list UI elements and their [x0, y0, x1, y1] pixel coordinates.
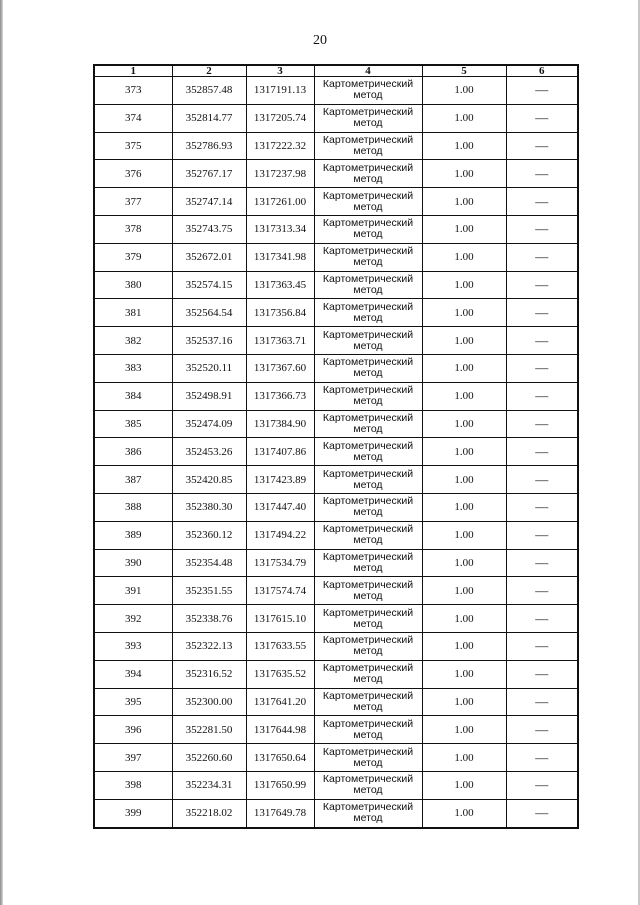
method-line-1: Картометрический — [322, 773, 414, 786]
method-line-1: Картометрический — [322, 133, 414, 146]
table-row — [94, 466, 578, 494]
method-line-2: метод — [353, 617, 383, 630]
table-row — [94, 716, 578, 744]
method-cell — [314, 77, 422, 105]
scan-edge-left — [0, 0, 3, 905]
method-line-2: метод — [353, 172, 383, 185]
x-coordinate-cell: 352857.48 — [172, 77, 246, 105]
accuracy-cell: 1.00 — [422, 466, 506, 494]
method-cell — [314, 438, 422, 466]
method-line-1: Картометрический — [322, 634, 414, 647]
method-line-1: Картометрический — [322, 356, 414, 369]
x-coordinate-cell: 352564.54 — [172, 299, 246, 327]
point-number-cell: 374 — [94, 104, 172, 132]
table-row — [94, 771, 578, 799]
table-row — [94, 104, 578, 132]
method-line-1: Картометрический — [322, 689, 414, 702]
method-line-2: метод — [353, 228, 383, 241]
note-cell: — — [506, 799, 578, 827]
note-cell: — — [506, 688, 578, 716]
note-cell: — — [506, 660, 578, 688]
x-coordinate-cell: 352672.01 — [172, 243, 246, 271]
method-cell — [314, 299, 422, 327]
point-number-cell: 389 — [94, 521, 172, 549]
method-cell — [314, 744, 422, 772]
method-line-1: Картометрический — [322, 217, 414, 230]
point-number-cell: 386 — [94, 438, 172, 466]
table-row — [94, 688, 578, 716]
table-row — [94, 271, 578, 299]
point-number-cell: 396 — [94, 716, 172, 744]
header-row — [94, 65, 578, 77]
point-number-cell: 387 — [94, 466, 172, 494]
x-coordinate-cell: 352520.11 — [172, 354, 246, 382]
accuracy-cell: 1.00 — [422, 410, 506, 438]
table-row — [94, 605, 578, 633]
x-coordinate-cell: 352218.02 — [172, 799, 246, 827]
method-line-2: метод — [353, 478, 383, 491]
table-body — [94, 77, 578, 828]
accuracy-cell: 1.00 — [422, 188, 506, 216]
y-coordinate-cell: 1317356.84 — [246, 299, 314, 327]
method-line-2: метод — [353, 506, 383, 519]
method-line-2: метод — [353, 367, 383, 380]
y-coordinate-cell: 1317407.86 — [246, 438, 314, 466]
point-number-cell: 380 — [94, 271, 172, 299]
x-coordinate-cell: 352767.17 — [172, 160, 246, 188]
method-cell — [314, 688, 422, 716]
method-line-1: Картометрический — [322, 161, 414, 174]
note-cell: — — [506, 382, 578, 410]
table-row — [94, 160, 578, 188]
accuracy-cell: 1.00 — [422, 104, 506, 132]
note-cell: — — [506, 521, 578, 549]
y-coordinate-cell: 1317237.98 — [246, 160, 314, 188]
header-col-6: 6 — [506, 65, 578, 77]
method-cell — [314, 632, 422, 660]
table-row — [94, 438, 578, 466]
x-coordinate-cell: 352316.52 — [172, 660, 246, 688]
header-col-5: 5 — [422, 65, 506, 77]
header-col-3: 3 — [246, 65, 314, 77]
table-row — [94, 382, 578, 410]
method-cell — [314, 493, 422, 521]
point-number-cell: 375 — [94, 132, 172, 160]
x-coordinate-cell: 352814.77 — [172, 104, 246, 132]
method-line-2: метод — [353, 395, 383, 408]
y-coordinate-cell: 1317641.20 — [246, 688, 314, 716]
method-line-2: метод — [353, 812, 383, 825]
y-coordinate-cell: 1317384.90 — [246, 410, 314, 438]
x-coordinate-cell: 352234.31 — [172, 771, 246, 799]
table-row — [94, 493, 578, 521]
accuracy-cell: 1.00 — [422, 271, 506, 299]
page-number: 20 — [313, 33, 327, 48]
x-coordinate-cell: 352351.55 — [172, 577, 246, 605]
accuracy-cell: 1.00 — [422, 521, 506, 549]
method-line-2: метод — [353, 728, 383, 741]
table-row — [94, 632, 578, 660]
accuracy-cell: 1.00 — [422, 160, 506, 188]
point-number-cell: 378 — [94, 215, 172, 243]
method-line-2: метод — [353, 561, 383, 574]
y-coordinate-cell: 1317191.13 — [246, 77, 314, 105]
table-row — [94, 521, 578, 549]
point-number-cell: 394 — [94, 660, 172, 688]
method-line-2: метод — [353, 700, 383, 713]
method-line-1: Картометрический — [322, 189, 414, 202]
accuracy-cell: 1.00 — [422, 716, 506, 744]
y-coordinate-cell: 1317494.22 — [246, 521, 314, 549]
point-number-cell: 393 — [94, 632, 172, 660]
table-row — [94, 132, 578, 160]
accuracy-cell: 1.00 — [422, 215, 506, 243]
method-line-1: Картометрический — [322, 801, 414, 814]
method-line-1: Картометрический — [322, 245, 414, 258]
note-cell: — — [506, 271, 578, 299]
note-cell: — — [506, 160, 578, 188]
method-cell — [314, 188, 422, 216]
method-cell — [314, 716, 422, 744]
accuracy-cell: 1.00 — [422, 382, 506, 410]
y-coordinate-cell: 1317423.89 — [246, 466, 314, 494]
method-cell — [314, 271, 422, 299]
accuracy-cell: 1.00 — [422, 577, 506, 605]
y-coordinate-cell: 1317650.64 — [246, 744, 314, 772]
method-cell — [314, 549, 422, 577]
y-coordinate-cell: 1317367.60 — [246, 354, 314, 382]
x-coordinate-cell: 352474.09 — [172, 410, 246, 438]
accuracy-cell: 1.00 — [422, 327, 506, 355]
method-cell — [314, 354, 422, 382]
header-col-1: 1 — [94, 65, 172, 77]
note-cell: — — [506, 243, 578, 271]
table-row — [94, 660, 578, 688]
table-row — [94, 799, 578, 827]
x-coordinate-cell: 352786.93 — [172, 132, 246, 160]
method-line-2: метод — [353, 117, 383, 130]
method-cell — [314, 382, 422, 410]
method-line-2: метод — [353, 89, 383, 102]
note-cell: — — [506, 132, 578, 160]
y-coordinate-cell: 1317615.10 — [246, 605, 314, 633]
accuracy-cell: 1.00 — [422, 243, 506, 271]
note-cell: — — [506, 327, 578, 355]
point-number-cell: 391 — [94, 577, 172, 605]
x-coordinate-cell: 352574.15 — [172, 271, 246, 299]
accuracy-cell: 1.00 — [422, 77, 506, 105]
accuracy-cell: 1.00 — [422, 132, 506, 160]
method-cell — [314, 132, 422, 160]
method-line-2: метод — [353, 673, 383, 686]
method-line-1: Картометрический — [322, 272, 414, 285]
point-number-cell: 388 — [94, 493, 172, 521]
method-line-2: метод — [353, 339, 383, 352]
method-line-1: Картометрический — [322, 439, 414, 452]
point-number-cell: 390 — [94, 549, 172, 577]
method-cell — [314, 215, 422, 243]
method-line-2: метод — [353, 645, 383, 658]
note-cell: — — [506, 299, 578, 327]
method-cell — [314, 410, 422, 438]
note-cell: — — [506, 104, 578, 132]
accuracy-cell: 1.00 — [422, 354, 506, 382]
method-line-1: Картометрический — [322, 495, 414, 508]
y-coordinate-cell: 1317205.74 — [246, 104, 314, 132]
y-coordinate-cell: 1317366.73 — [246, 382, 314, 410]
method-cell — [314, 243, 422, 271]
point-number-cell: 376 — [94, 160, 172, 188]
x-coordinate-cell: 352260.60 — [172, 744, 246, 772]
y-coordinate-cell: 1317534.79 — [246, 549, 314, 577]
method-line-1: Картометрический — [322, 328, 414, 341]
table-row — [94, 188, 578, 216]
x-coordinate-cell: 352300.00 — [172, 688, 246, 716]
method-line-2: метод — [353, 422, 383, 435]
note-cell: — — [506, 438, 578, 466]
method-cell — [314, 799, 422, 827]
x-coordinate-cell: 352498.91 — [172, 382, 246, 410]
x-coordinate-cell: 352420.85 — [172, 466, 246, 494]
x-coordinate-cell: 352537.16 — [172, 327, 246, 355]
note-cell: — — [506, 188, 578, 216]
note-cell: — — [506, 493, 578, 521]
method-line-1: Картометрический — [322, 578, 414, 591]
table-row — [94, 354, 578, 382]
method-cell — [314, 327, 422, 355]
x-coordinate-cell: 352338.76 — [172, 605, 246, 633]
table-row — [94, 410, 578, 438]
method-line-2: метод — [353, 200, 383, 213]
method-line-2: метод — [353, 534, 383, 547]
method-line-1: Картометрический — [322, 717, 414, 730]
header-col-4: 4 — [314, 65, 422, 77]
method-line-1: Картометрический — [322, 106, 414, 119]
y-coordinate-cell: 1317633.55 — [246, 632, 314, 660]
note-cell: — — [506, 716, 578, 744]
table-row — [94, 77, 578, 105]
point-number-cell: 384 — [94, 382, 172, 410]
method-cell — [314, 605, 422, 633]
method-cell — [314, 521, 422, 549]
x-coordinate-cell: 352322.13 — [172, 632, 246, 660]
point-number-cell: 383 — [94, 354, 172, 382]
y-coordinate-cell: 1317574.74 — [246, 577, 314, 605]
accuracy-cell: 1.00 — [422, 493, 506, 521]
table-row — [94, 577, 578, 605]
note-cell: — — [506, 410, 578, 438]
note-cell: — — [506, 466, 578, 494]
table-row — [94, 215, 578, 243]
y-coordinate-cell: 1317635.52 — [246, 660, 314, 688]
point-number-cell: 392 — [94, 605, 172, 633]
coordinates-table — [93, 64, 579, 829]
method-line-1: Картометрический — [322, 662, 414, 675]
y-coordinate-cell: 1317363.71 — [246, 327, 314, 355]
table-header — [94, 65, 578, 77]
method-cell — [314, 577, 422, 605]
y-coordinate-cell: 1317341.98 — [246, 243, 314, 271]
accuracy-cell: 1.00 — [422, 605, 506, 633]
x-coordinate-cell: 352281.50 — [172, 716, 246, 744]
method-line-1: Картометрический — [322, 523, 414, 536]
x-coordinate-cell: 352743.75 — [172, 215, 246, 243]
point-number-cell: 373 — [94, 77, 172, 105]
x-coordinate-cell: 352453.26 — [172, 438, 246, 466]
accuracy-cell: 1.00 — [422, 438, 506, 466]
method-cell — [314, 771, 422, 799]
point-number-cell: 385 — [94, 410, 172, 438]
table-row — [94, 549, 578, 577]
method-line-2: метод — [353, 144, 383, 157]
note-cell: — — [506, 577, 578, 605]
method-line-1: Картометрический — [322, 384, 414, 397]
point-number-cell: 399 — [94, 799, 172, 827]
y-coordinate-cell: 1317447.40 — [246, 493, 314, 521]
method-line-1: Картометрический — [322, 78, 414, 91]
point-number-cell: 395 — [94, 688, 172, 716]
method-line-2: метод — [353, 450, 383, 463]
point-number-cell: 379 — [94, 243, 172, 271]
table-row — [94, 299, 578, 327]
method-cell — [314, 104, 422, 132]
method-cell — [314, 160, 422, 188]
accuracy-cell: 1.00 — [422, 660, 506, 688]
point-number-cell: 382 — [94, 327, 172, 355]
x-coordinate-cell: 352747.14 — [172, 188, 246, 216]
point-number-cell: 377 — [94, 188, 172, 216]
y-coordinate-cell: 1317313.34 — [246, 215, 314, 243]
point-number-cell: 381 — [94, 299, 172, 327]
y-coordinate-cell: 1317222.32 — [246, 132, 314, 160]
note-cell: — — [506, 605, 578, 633]
table-row — [94, 243, 578, 271]
table-row — [94, 327, 578, 355]
accuracy-cell: 1.00 — [422, 771, 506, 799]
y-coordinate-cell: 1317644.98 — [246, 716, 314, 744]
y-coordinate-cell: 1317650.99 — [246, 771, 314, 799]
method-cell — [314, 660, 422, 688]
note-cell: — — [506, 632, 578, 660]
note-cell: — — [506, 77, 578, 105]
method-line-1: Картометрический — [322, 550, 414, 563]
accuracy-cell: 1.00 — [422, 299, 506, 327]
accuracy-cell: 1.00 — [422, 632, 506, 660]
accuracy-cell: 1.00 — [422, 688, 506, 716]
method-line-2: метод — [353, 283, 383, 296]
y-coordinate-cell: 1317261.00 — [246, 188, 314, 216]
accuracy-cell: 1.00 — [422, 549, 506, 577]
x-coordinate-cell: 352380.30 — [172, 493, 246, 521]
method-line-1: Картометрический — [322, 606, 414, 619]
accuracy-cell: 1.00 — [422, 744, 506, 772]
y-coordinate-cell: 1317649.78 — [246, 799, 314, 827]
method-cell — [314, 466, 422, 494]
note-cell: — — [506, 354, 578, 382]
method-line-2: метод — [353, 256, 383, 269]
x-coordinate-cell: 352354.48 — [172, 549, 246, 577]
header-col-2: 2 — [172, 65, 246, 77]
note-cell: — — [506, 549, 578, 577]
y-coordinate-cell: 1317363.45 — [246, 271, 314, 299]
method-line-2: метод — [353, 756, 383, 769]
method-line-1: Картометрический — [322, 745, 414, 758]
point-number-cell: 397 — [94, 744, 172, 772]
method-line-2: метод — [353, 311, 383, 324]
note-cell: — — [506, 771, 578, 799]
table-row — [94, 744, 578, 772]
method-line-1: Картометрический — [322, 467, 414, 480]
method-line-2: метод — [353, 784, 383, 797]
method-line-1: Картометрический — [322, 300, 414, 313]
accuracy-cell: 1.00 — [422, 799, 506, 827]
point-number-cell: 398 — [94, 771, 172, 799]
note-cell: — — [506, 215, 578, 243]
x-coordinate-cell: 352360.12 — [172, 521, 246, 549]
method-line-2: метод — [353, 589, 383, 602]
note-cell: — — [506, 744, 578, 772]
method-line-1: Картометрический — [322, 411, 414, 424]
